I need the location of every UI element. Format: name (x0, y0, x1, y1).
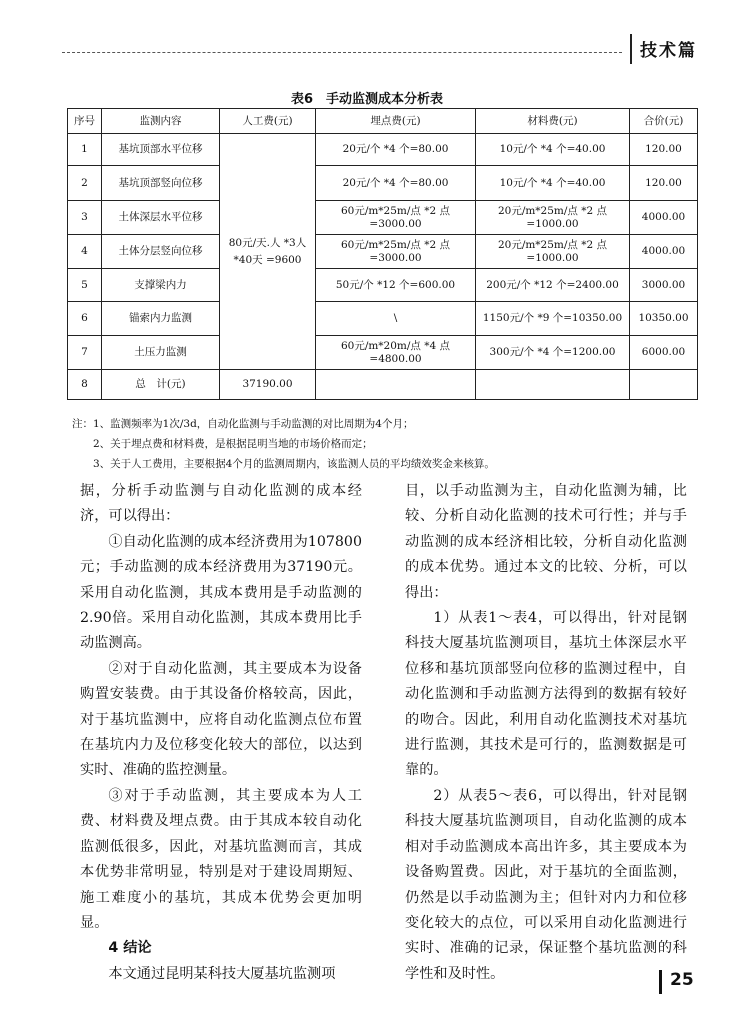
col-header-total: 合价(元) (630, 109, 698, 134)
table-row (68, 134, 698, 166)
cost-table (67, 108, 698, 400)
table-sum-row (68, 370, 698, 400)
cell-material (476, 370, 630, 400)
cell-no: 5 (68, 269, 102, 302)
cell-bury (316, 370, 476, 400)
cell-no: 7 (68, 336, 102, 370)
cell-bury: 60元/m*25m/点 *2 点 =3000.00 (316, 201, 476, 235)
cell-material: 20元/m*25m/点 *2 点 =1000.00 (476, 201, 630, 235)
col-header-labor: 人工费(元) (220, 109, 316, 134)
cell-item: 基坑顶部水平位移 (102, 134, 220, 166)
cell-total: 10350.00 (630, 302, 698, 336)
cell-material: 300元/个 *4 个=1200.00 (476, 336, 630, 370)
col-header-bury: 埋点费(元) (316, 109, 476, 134)
cell-labor-merged: 80元/天.人 *3人*40天 =9600 (220, 134, 316, 370)
cell-material: 20元/m*25m/点 *2 点 =1000.00 (476, 235, 630, 269)
paragraph: 本文通过昆明某科技大厦基坑监测项 (108, 965, 336, 982)
cell-labor: 37190.00 (220, 370, 316, 400)
note-line: 3、关于人工费用，主要根据4个月的监测周期内，该监测人员的平均绩效奖金来核算。 (72, 458, 495, 470)
paragraph: 目，以手动监测为主，自动化监测为辅，比较、分析自动化监测的技术可行性；并与手动监测的成本经济相比较，分析自动化监测的成本优势。通过本文的比较、分析，可以得出： (405, 483, 687, 601)
cell-item: 支撑梁内力 (102, 269, 220, 302)
note-line: 2、关于埋点费和材料费，是根据昆明当地的市场价格而定； (72, 438, 373, 450)
cell-no: 8 (68, 370, 102, 400)
left-column (80, 479, 362, 987)
cell-item: 基坑顶部竖向位移 (102, 166, 220, 201)
paragraph: ②对于自动化监测，其主要成本为设备购置安装费。由于其设备价格较高，因此，对于基坑监测中，应将自动化监测点位布置在基坑内力及位移变化较大的部位，以达到实时、准确的监控测量。 (80, 660, 362, 779)
table-notes (72, 414, 495, 474)
cell-material: 200元/个 *12 个=2400.00 (476, 269, 630, 302)
col-header-item: 监测内容 (102, 109, 220, 134)
table-row (68, 269, 698, 302)
header-rule (62, 52, 622, 53)
section-heading: 4 结论 (108, 940, 152, 957)
table-row (68, 235, 698, 269)
cell-total: 4000.00 (630, 235, 698, 269)
cell-no: 3 (68, 201, 102, 235)
paragraph: ③对于手动监测，其主要成本为人工费、材料费及埋点费。由于其成本较自动化监测低很多，因此，对基坑监测而言，其成本优势非常明显，特别是对于建设周期短、施工难度小的基坑，其成本优势会更加明显。 (80, 787, 362, 931)
cell-material: 10元/个 *4 个=40.00 (476, 134, 630, 166)
cell-bury: 60元/m*25m/点 *2 点 =3000.00 (316, 235, 476, 269)
col-header-material: 材料费(元) (476, 109, 630, 134)
header-divider (630, 34, 632, 64)
section-label: 技术篇 (640, 41, 697, 61)
cell-material: 10元/个 *4 个=40.00 (476, 166, 630, 201)
table-row (68, 201, 698, 235)
cell-total (630, 370, 698, 400)
cell-no: 2 (68, 166, 102, 201)
cell-no: 6 (68, 302, 102, 336)
table-header-row (68, 109, 698, 134)
cell-total: 120.00 (630, 134, 698, 166)
cell-item: 总 计(元) (102, 370, 220, 400)
cell-item: 锚索内力监测 (102, 302, 220, 336)
cell-bury: 60元/m*20m/点 *4 点 =4800.00 (316, 336, 476, 370)
table-row (68, 166, 698, 201)
page-number: 25 (670, 970, 694, 990)
cell-item: 土体深层水平位移 (102, 201, 220, 235)
table-row (68, 302, 698, 336)
table-row (68, 336, 698, 370)
right-column (405, 479, 687, 987)
cell-bury: 50元/个 *12 个=600.00 (316, 269, 476, 302)
cell-item: 土压力监测 (102, 336, 220, 370)
cell-total: 120.00 (630, 166, 698, 201)
cell-total: 3000.00 (630, 269, 698, 302)
cell-material: 1150元/个 *9 个=10350.00 (476, 302, 630, 336)
cell-total: 4000.00 (630, 201, 698, 235)
paragraph: 1）从表1～表4，可以得出，针对昆钢科技大厦基坑监测项目，基坑土体深层水平位移和基坑顶部竖向位移的监测过程中，自动化监测和手动监测方法得到的数据有较好的吻合。因此，利用自动化监测技术对基坑进行监测，其技术是可行的，监测数据是可靠的。 (405, 610, 687, 779)
col-header-no: 序号 (68, 109, 102, 134)
page-number-bar (659, 970, 662, 994)
cell-bury: 20元/个 *4 个=80.00 (316, 134, 476, 166)
note-line: 注：1、监测频率为1次/3d，自动化监测与手动监测的对比周期为4个月； (72, 418, 414, 430)
cell-total: 6000.00 (630, 336, 698, 370)
cell-no: 4 (68, 235, 102, 269)
paragraph: 据，分析手动监测与自动化监测的成本经济，可以得出： (80, 483, 362, 525)
cell-bury: \ (316, 302, 476, 336)
cell-item: 土体分层竖向位移 (102, 235, 220, 269)
paragraph: 2）从表5～表6，可以得出，针对昆钢科技大厦基坑监测项目，自动化监测的成本相对手动监测成本高出许多，其主要成本为设备购置费。因此，对于基坑的全面监测，仍然是以手动监测为主；但针对内力和位移变化较大的点位，可以采用自动化监测进行实时、准确的记录，保证整个基坑监测的科学性和及时性。 (405, 787, 687, 982)
cell-no: 1 (68, 134, 102, 166)
cell-bury: 20元/个 *4 个=80.00 (316, 166, 476, 201)
table-title: 表6 手动监测成本分析表 (290, 92, 444, 107)
paragraph: ①自动化监测的成本经济费用为107800元；手动监测的成本经济费用为37190元。采用自动化监测，其成本费用是手动监测的2.90倍。采用自动化监测，其成本费用比手动监测高。 (80, 533, 362, 652)
